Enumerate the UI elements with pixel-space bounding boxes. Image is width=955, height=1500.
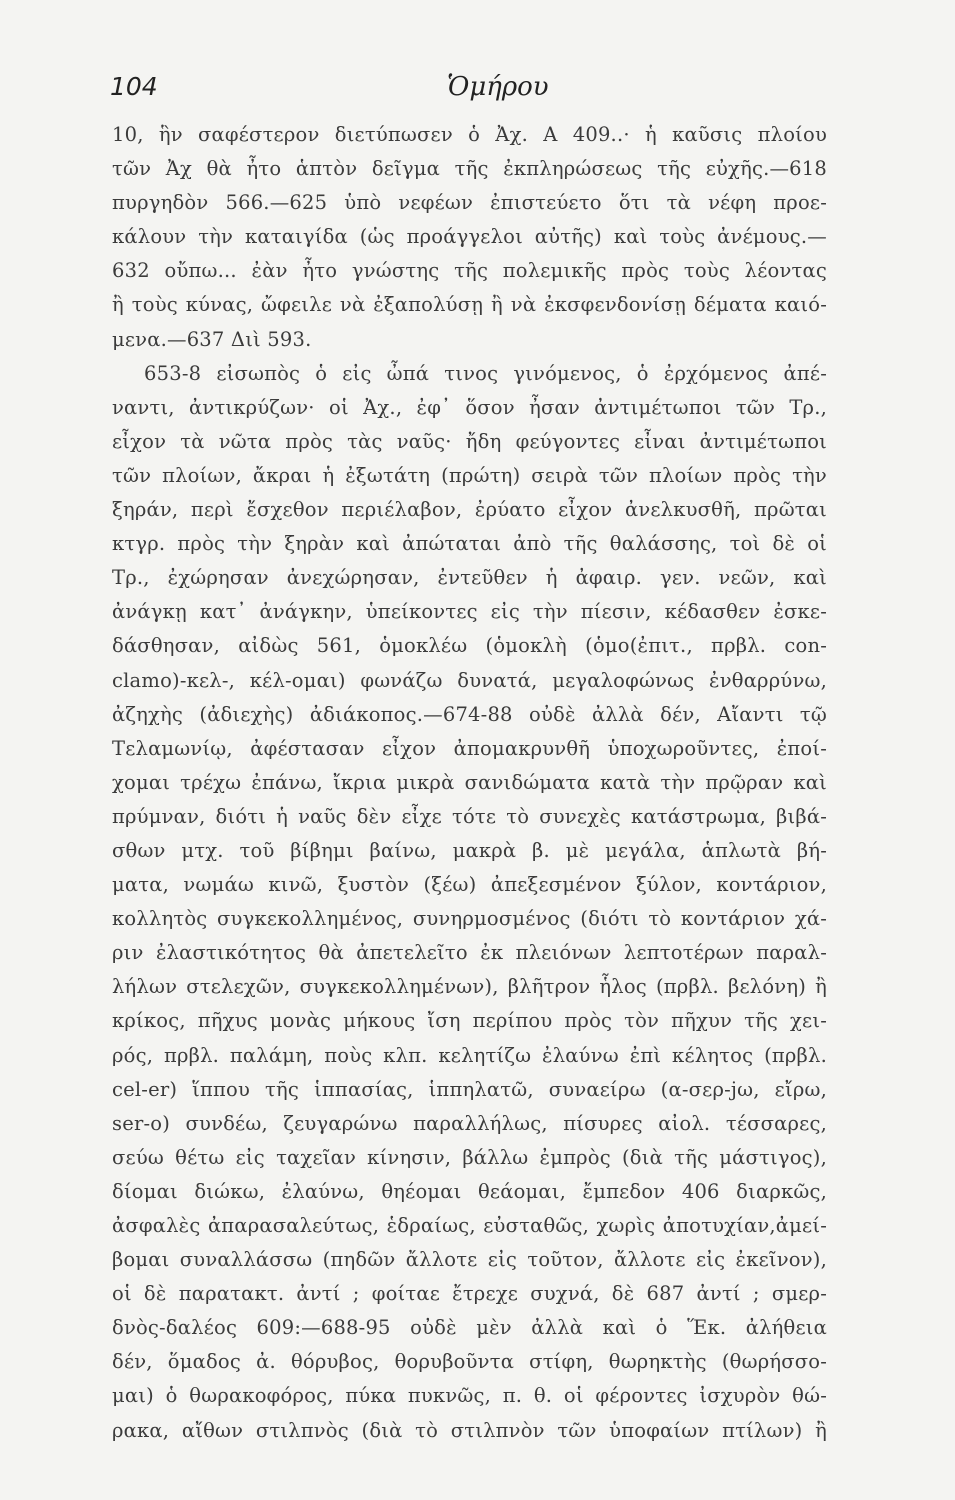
- text-line: κολλητὸς συγκεκολλημένος, συνηρμοσμένος (διότι τὸ κοντάριον χά-: [112, 907, 827, 931]
- text-line: βομαι συναλλάσσω (πηδῶν ἄλλοτε εἰς τοῦτον, ἄλλοτε εἰς ἐκεῖνον),: [112, 1248, 827, 1272]
- text-line: εἶχον τὰ νῶτα πρὸς τὰς ναῦς· ἤδη φεύγοντες εἶναι ἀντιμέτωποι: [112, 429, 827, 453]
- text-line: πυργηδὸν 566.—625 ὑπὸ νεφέων ἐπιστεύετο ὅτι τὰ νέφη προε-: [112, 191, 827, 215]
- text-line: μενα.—637 Διὶ 593.: [112, 327, 312, 351]
- text-line: δάσθησαν, αἰδὼς 561, ὁμοκλέω (ὁμοκλὴ (ὁμο(ἐπιτ., πρβλ. con-: [112, 634, 827, 658]
- text-line: μαι) ὁ θωρακοφόρος, πύκα πυκνῶς, π. θ. οἱ φέροντες ἰσχυρὸν θώ-: [112, 1384, 827, 1408]
- text-line: Τρ., ἐχώρησαν ἀνεχώρησαν, ἐντεῦθεν ἡ ἀφαιρ. γεν. νεῶν, καὶ: [112, 566, 827, 590]
- text-line: δίομαι διώκω, ἐλαύνω, θηέομαι θεάομαι, ἔμπεδον 406 διαρκῶς,: [112, 1179, 827, 1203]
- text-line: κτγρ. πρὸς τὴν ξηρὰν καὶ ἀπώταται ἀπὸ τῆς θαλάσσης, τοὶ δὲ οἱ: [112, 532, 827, 556]
- page-number: 104: [110, 72, 158, 101]
- text-line: ἀσφαλὲς ἀπαρασαλεύτως, ἑδραίως, εὐσταθῶς, χωρὶς ἀποτυχίαν,ἀμεί-: [112, 1214, 827, 1237]
- text-line: ἀζηχὴς (ἀδιεχὴς) ἀδιάκοπος.—674-88 οὐδὲ ἀλλὰ δέν, Αἴαντι τῷ: [112, 702, 827, 726]
- text-line: 653-8 εἰσωπὸς ὁ εἰς ὦπά τινος γινόμενος, ὁ ἐρχόμενος ἀπέ-: [144, 361, 827, 385]
- text-line: τῶν Ἀχ θὰ ἦτο ἁπτὸν δεῖγμα τῆς ἐκπληρώσεως τῆς εὐχῆς.—618: [112, 157, 827, 181]
- text-line: ριν ἐλαστικότητος θὰ ἀπετελεῖτο ἐκ πλειόνων λεπτοτέρων παραλ-: [112, 941, 827, 965]
- text-line: δέν, ὅμαδος ἀ. θόρυβος, θορυβοῦντα στίφη, θωρηκτὴς (θωρήσσο-: [112, 1350, 827, 1374]
- text-line: ξηράν, περὶ ἔσχεθον περιέλαβον, ἐρύατο εἶχον ἀνελκυσθῆ, πρῶται: [112, 498, 827, 522]
- running-head: Ὁμήρου: [447, 72, 549, 102]
- text-line: χομαι τρέχω ἐπάνω, ἴκρια μικρὰ σανιδώματα κατὰ τὴν πρῷραν καὶ: [112, 770, 827, 794]
- text-line: πρύμναν, διότι ἡ ναῦς δὲν εἶχε τότε τὸ συνεχὲς κατάστρωμα, βιβά-: [112, 804, 827, 828]
- text-line: cel-er) ἵππου τῆς ἱππασίας, ἱππηλατῶ, συναείρω (α-σερ-jω, εἴρω,: [112, 1077, 827, 1101]
- text-line: λήλων στελεχῶν, συγκεκολλημένων), βλῆτρον ἧλος (πρβλ. βελόνη) ἢ: [112, 975, 827, 999]
- text-line: 632 οὔπω... ἐὰν ἦτο γνώστης τῆς πολεμικῆς πρὸς τοὺς λέοντας: [112, 259, 827, 283]
- page-header: [105, 72, 840, 112]
- text-line: τῶν πλοίων, ἄκραι ἡ ἐξωτάτη (πρώτη) σειρὰ τῶν πλοίων πρὸς τὴν: [112, 463, 827, 487]
- text-line: ἢ τοὺς κύνας, ὤφειλε νὰ ἐξαπολύσῃ ἢ νὰ ἐκσφενδονίσῃ δέματα καιό-: [112, 293, 827, 317]
- text-line: οἱ δὲ παρατακτ. ἀντί ; φοίταε ἔτρεχε συχνά, δὲ 687 ἀντί ; σμερ-: [112, 1282, 827, 1306]
- text-line: clamo)-κελ-, κέλ-ομαι) φωνάζω δυνατά, μεγαλοφώνως ἐνθαρρύνω,: [112, 668, 827, 692]
- text-line: ser-o) συνδέω, ζευγαρώνω παραλλήλως, πίσυρες αἰολ. τέσσαρες,: [112, 1111, 827, 1135]
- text-line: 10, ἣν σαφέστερον διετύπωσεν ὁ Ἀχ. Α 409..· ἡ καῦσις πλοίου: [112, 123, 827, 146]
- text-line: δνὸς-δαλέος 609:—688-95 οὐδὲ μὲν ἀλλὰ καὶ ὁ Ἕκ. ἀλήθεια: [112, 1316, 827, 1340]
- text-line: σθων μτχ. τοῦ βίβημι βαίνω, μακρὰ β. μὲ μεγάλα, ἁπλωτὰ βή-: [112, 838, 827, 862]
- text-line: ματα, νωμάω κινῶ, ξυστὸν (ξέω) ἀπεξεσμένον ξύλον, κοντάριον,: [112, 873, 827, 897]
- text-line: ρός, πρβλ. παλάμη, ποὺς κλπ. κελητίζω ἐλαύνω ἐπὶ κέλητος (πρβλ.: [112, 1043, 827, 1067]
- text-line: ναντι, ἀντικρύζων· οἱ Ἀχ., ἐφ᾿ ὅσον ἦσαν ἀντιμέτωποι τῶν Τρ.,: [112, 395, 827, 419]
- text-line: κρίκος, πῆχυς μονὰς μήκους ἴση περίπου πρὸς τὸν πῆχυν τῆς χει-: [112, 1009, 827, 1033]
- commentary-text: [112, 118, 827, 1448]
- text-line: ἀνάγκῃ κατ᾿ ἀνάγκην, ὑπείκοντες εἰς τὴν πίεσιν, κέδασθεν ἐσκε-: [112, 600, 827, 624]
- text-line: Τελαμωνίῳ, ἀφέστασαν εἶχον ἀπομακρυνθῆ ὑποχωροῦντες, ἐποί-: [112, 736, 827, 760]
- text-line: κάλουν τὴν καταιγίδα (ὡς προάγγελοι αὐτῆς) καὶ τοὺς ἀνέμους.—: [112, 225, 827, 249]
- text-line: σεύω θέτω εἰς ταχεῖαν κίνησιν, βάλλω ἐμπρὸς (διὰ τῆς μάστιγος),: [112, 1145, 827, 1169]
- text-line: ρακα, αἴθων στιλπνὸς (διὰ τὸ στιλπνὸν τῶν ὑποφαίων πτίλων) ἢ: [112, 1418, 827, 1442]
